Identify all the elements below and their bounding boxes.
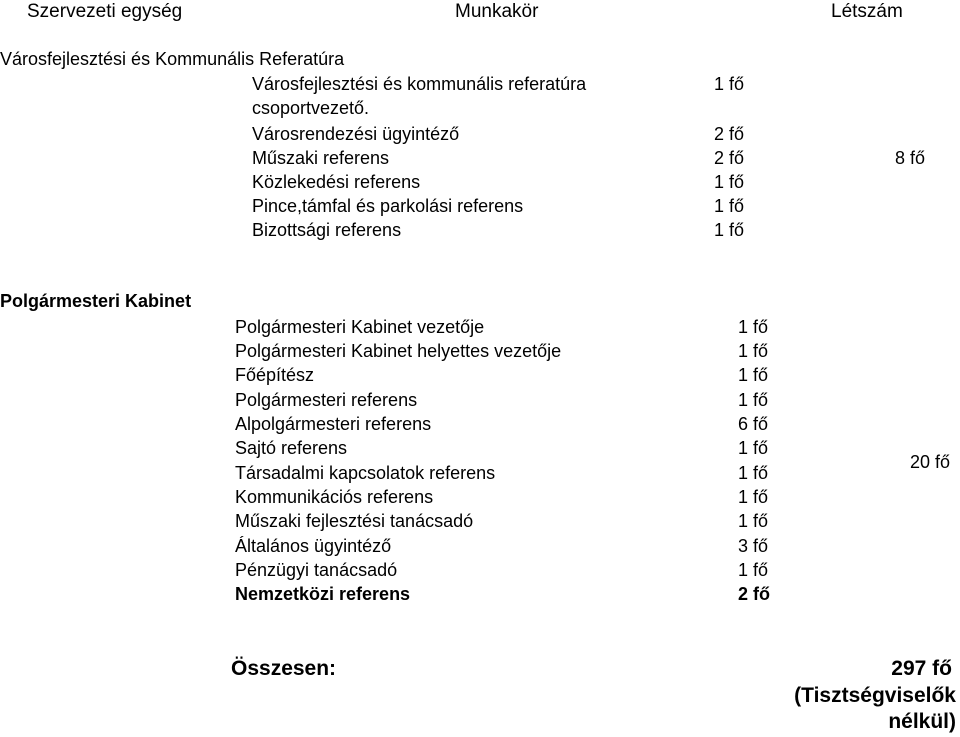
role-cell: csoportvezető. xyxy=(252,98,370,118)
summary-label: Összesen: xyxy=(231,657,337,680)
role-cell: Városfejlesztési és kommunális referatúra xyxy=(252,74,587,94)
header-count: Létszám xyxy=(831,1,903,22)
count-cell: 1 fő xyxy=(714,196,745,216)
count-cell: 1 fő xyxy=(714,172,745,192)
section-title: Polgármesteri Kabinet xyxy=(0,291,192,311)
count-cell: 3 fő xyxy=(738,536,769,556)
role-cell: Városrendezési ügyintéző xyxy=(252,124,460,144)
section-title: Városfejlesztési és Kommunális Referatúra xyxy=(0,49,345,69)
header-role: Munkakör xyxy=(455,1,539,22)
role-cell: Polgármesteri Kabinet vezetője xyxy=(235,317,485,337)
header-unit: Szervezeti egység xyxy=(27,1,183,22)
count-cell: 1 fő xyxy=(738,487,769,507)
count-cell: 6 fő xyxy=(738,414,769,434)
summary-note-line2: nélkül) xyxy=(888,710,956,733)
summary-note-line1: (Tisztségviselők xyxy=(794,684,956,707)
count-cell: 1 fő xyxy=(738,511,769,531)
role-cell: Társadalmi kapcsolatok referens xyxy=(235,463,496,483)
role-cell: Műszaki fejlesztési tanácsadó xyxy=(235,511,474,531)
count-cell: 1 fő xyxy=(738,390,769,410)
role-cell: Kommunikációs referens xyxy=(235,487,434,507)
role-cell: Nemzetközi referens xyxy=(235,584,411,604)
count-cell: 1 fő xyxy=(714,220,745,240)
count-cell: 1 fő xyxy=(738,463,769,483)
count-cell: 1 fő xyxy=(738,438,769,458)
count-cell: 1 fő xyxy=(738,317,769,337)
role-cell: Pénzügyi tanácsadó xyxy=(235,560,398,580)
role-cell: Műszaki referens xyxy=(252,148,390,168)
role-cell: Polgármesteri referens xyxy=(235,390,418,410)
count-cell: 1 fő xyxy=(738,365,769,385)
count-cell: 1 fő xyxy=(738,341,769,361)
role-cell: Pince,támfal és parkolási referens xyxy=(252,196,524,216)
role-cell: Alpolgármesteri referens xyxy=(235,414,432,434)
role-cell: Általános ügyintéző xyxy=(235,536,392,556)
count-cell: 1 fő xyxy=(738,560,769,580)
role-cell: Közlekedési referens xyxy=(252,172,421,192)
section-total: 8 fő xyxy=(895,148,926,168)
count-cell: 1 fő xyxy=(714,74,745,94)
role-cell: Főépítész xyxy=(235,365,315,385)
summary-total: 297 fő xyxy=(891,657,952,680)
section-total: 20 fő xyxy=(910,452,951,472)
role-cell: Bizottsági referens xyxy=(252,220,402,240)
count-cell: 2 fő xyxy=(738,584,771,604)
role-cell: Sajtó referens xyxy=(235,438,348,458)
role-cell: Polgármesteri Kabinet helyettes vezetője xyxy=(235,341,562,361)
count-cell: 2 fő xyxy=(714,124,745,144)
count-cell: 2 fő xyxy=(714,148,745,168)
